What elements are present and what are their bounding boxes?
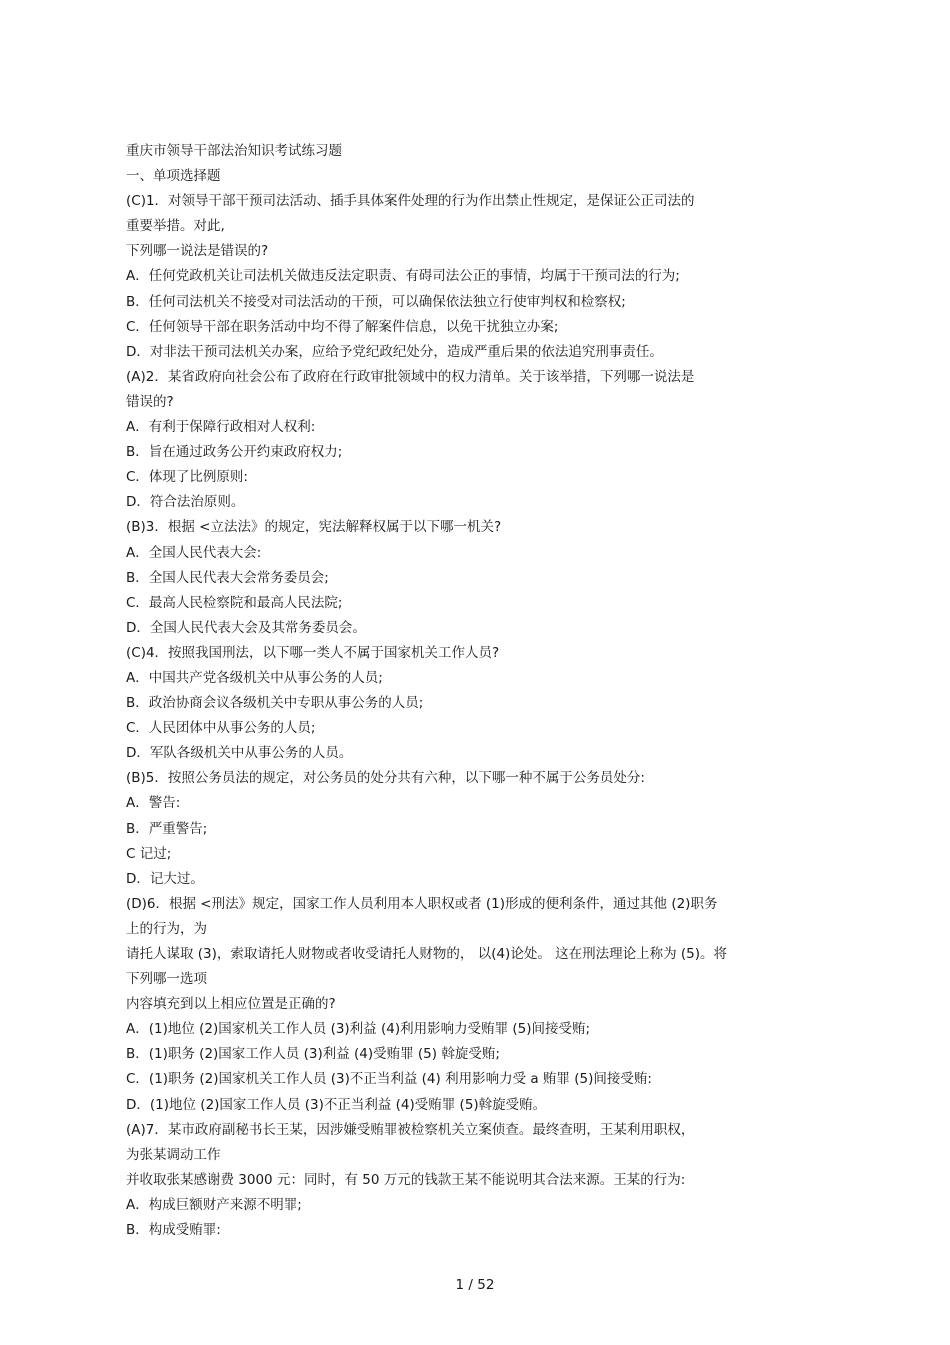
text-line: D．(1)地位 (2)国家工作人员 (3)不正当利益 (4)受贿罪 (5)斡旋受贿。 xyxy=(126,1096,547,1113)
text-line: B．全国人民代表大会常务委员会; xyxy=(126,569,329,586)
text-line: 内容填充到以上相应位置是正确的? xyxy=(126,996,336,1013)
text-line: B．严重警告; xyxy=(126,820,208,837)
text-line: 上的行为，为 xyxy=(126,920,207,937)
text-line: C．体现了比例原则: xyxy=(126,469,248,486)
text-line: (A)7．某市政府副秘书长王某，因涉嫌受贿罪被检察机关立案侦查。最终查明，王某利用职权， xyxy=(126,1121,695,1138)
text-line: 错误的? xyxy=(126,393,174,410)
text-line: 并收取张某感谢费 3000 元：同时，有 50 万元的钱款王某不能说明其合法来源。王某的行为: xyxy=(126,1171,686,1188)
text-line: A．(1)地位 (2)国家机关工作人员 (3)利益 (4)利用影响力受贿罪 (5)间接受贿; xyxy=(126,1021,591,1038)
text-line: 重要举措。对此, xyxy=(126,218,225,235)
text-line: D．全国人民代表大会及其常务委员会。 xyxy=(126,619,366,636)
text-line: B．任何司法机关不接受对司法活动的干预，可以确保依法独立行使审判权和检察权; xyxy=(126,293,626,310)
page-number: 1 / 52 xyxy=(455,1277,495,1293)
text-line: (A)2．某省政府向社会公布了政府在行政审批领域中的权力清单。关于该举措，下列哪一说法是 xyxy=(126,368,695,385)
text-line: (D)6．根据 <刑法》规定，国家工作人员利用本人职权或者 (1)形成的便利条件，通过其他 (2)职务 xyxy=(126,895,718,912)
text-line: C．(1)职务 (2)国家机关工作人员 (3)不正当利益 (4) 利用影响力受 a 贿罪 (5)间接受贿: xyxy=(126,1071,652,1088)
text-line: B．政治协商会议各级机关中专职从事公务的人员; xyxy=(126,695,424,712)
text-line: (C)1．对领导干部干预司法活动、插手具体案件处理的行为作出禁止性规定，是保证公正司法的 xyxy=(126,193,695,210)
text-line: (B)3．根据 <立法法》的规定，宪法解释权属于以下哪一机关? xyxy=(126,519,502,536)
text-line: A．全国人民代表大会: xyxy=(126,544,262,561)
text-line: A．构成巨额财产来源不明罪; xyxy=(126,1196,302,1213)
text-line: D．对非法干预司法机关办案，应给予党纪政纪处分，造成严重后果的依法追究刑事责任。 xyxy=(126,343,663,360)
text-line: A．任何党政机关让司法机关做违反法定职责、有碍司法公正的事情，均属于干预司法的行为; xyxy=(126,268,680,285)
text-line: D．符合法治原则。 xyxy=(126,494,245,511)
document-body xyxy=(126,139,838,1243)
text-line: C．最高人民检察院和最高人民法院; xyxy=(126,594,343,611)
text-line: C．人民团体中从事公务的人员; xyxy=(126,720,316,737)
text-line: B．(1)职务 (2)国家工作人员 (3)利益 (4)受贿罪 (5) 斡旋受贿; xyxy=(126,1046,500,1063)
document-title: 重庆市领导干部法治知识考试练习题 xyxy=(126,143,342,159)
text-line: C 记过; xyxy=(126,845,172,862)
text-line: C．任何领导干部在职务活动中均不得了解案件信息，以免干扰独立办案; xyxy=(126,318,559,335)
text-line: 下列哪一选项 xyxy=(126,971,207,988)
text-line: B．构成受贿罪: xyxy=(126,1222,221,1239)
text-line: 下列哪一说法是错误的? xyxy=(126,243,269,260)
text-line: A．中国共产党各级机关中从事公务的人员; xyxy=(126,669,383,686)
section-heading: 一、单项选择题 xyxy=(126,168,221,185)
text-line: D．记大过。 xyxy=(126,870,204,887)
text-line: B．旨在通过政务公开约束政府权力; xyxy=(126,444,343,461)
text-line: D．军队各级机关中从事公务的人员。 xyxy=(126,745,353,762)
text-line: A．警告: xyxy=(126,795,181,812)
text-line: 为张某调动工作 xyxy=(126,1146,221,1163)
text-line: (C)4．按照我国刑法，以下哪一类人不属于国家机关工作人员? xyxy=(126,644,500,661)
text-line: A．有利于保障行政相对人权利: xyxy=(126,419,316,436)
text-line: 请托人谋取 (3)，索取请托人财物或者收受请托人财物的， 以(4)论处。 这在刑法理论上称为 (5)。将 xyxy=(126,946,728,962)
text-line: (B)5．按照公务员法的规定，对公务员的处分共有六种，以下哪一种不属于公务员处分: xyxy=(126,770,645,787)
